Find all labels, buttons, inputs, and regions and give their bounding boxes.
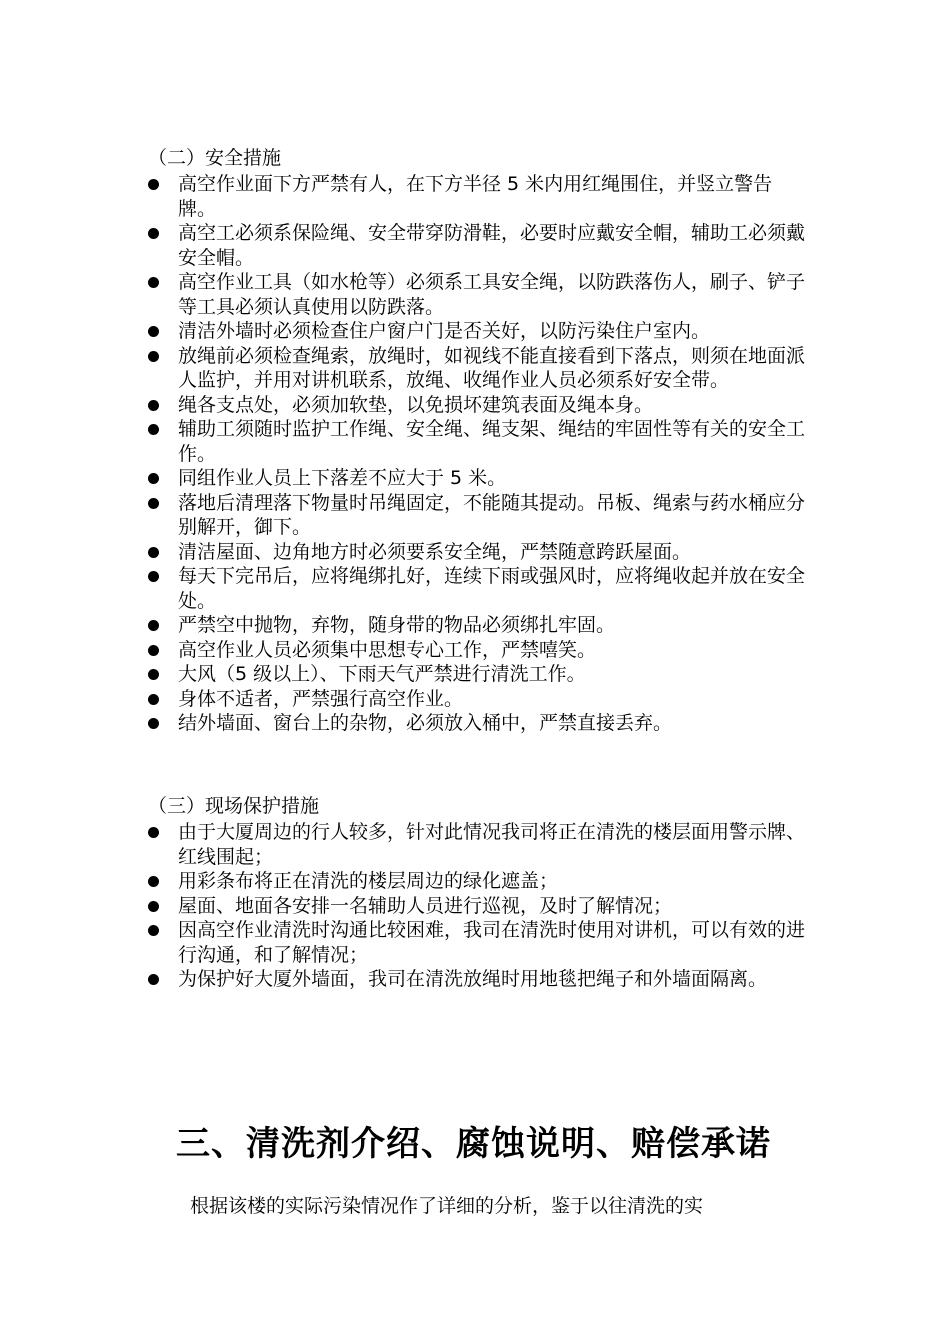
bullet-icon xyxy=(148,718,159,729)
bullet-icon xyxy=(148,228,159,239)
bullet-icon xyxy=(148,645,159,656)
list-item-text: 严禁空中抛物，弃物，随身带的物品必须绑扎牢固。 xyxy=(178,614,616,636)
bullet-icon xyxy=(148,694,159,705)
list-item xyxy=(148,662,810,687)
list-item-text: 辅助工须随时监护工作绳、安全绳、绳支架、绳结的牢固性等有关的安全工作。 xyxy=(178,418,806,465)
list-item xyxy=(148,638,810,663)
bullet-icon xyxy=(148,974,159,985)
site-protection-list xyxy=(148,820,810,992)
list-item xyxy=(148,687,810,712)
list-item-text: 同组作业人员上下落差不应大于 5 米。 xyxy=(178,467,507,489)
bullet-icon xyxy=(148,400,159,411)
list-item xyxy=(148,820,810,869)
section-title-site-protection: （三）现场保护措施 xyxy=(148,795,320,817)
list-item xyxy=(148,491,810,540)
list-item xyxy=(148,869,810,894)
bullet-icon xyxy=(148,827,159,838)
bullet-icon xyxy=(148,473,159,484)
bullet-icon xyxy=(148,179,159,190)
list-item-text: 因高空作业清洗时沟通比较困难，我司在清洗时使用对讲机，可以有效的进行沟通，和了解情况； xyxy=(178,919,806,966)
list-item-text: 清洁屋面、边角地方时必须要系安全绳，严禁随意跨跃屋面。 xyxy=(178,540,692,563)
bullet-icon xyxy=(148,277,159,288)
section-title-safety-measures: （二）安全措施 xyxy=(148,147,282,169)
list-item xyxy=(148,894,810,919)
list-item xyxy=(148,417,810,466)
list-item xyxy=(148,540,810,565)
list-item-text: 绳各支点处，必须加软垫，以免损坏建筑表面及绳本身。 xyxy=(178,393,654,416)
bullet-icon xyxy=(148,326,159,337)
bullet-icon xyxy=(148,901,159,912)
list-item-text: 高空工必须系保险绳、安全带穿防滑鞋，必要时应戴安全帽，辅助工必须戴安全帽。 xyxy=(178,222,806,269)
list-item-text: 大风（5 级以上）、下雨天气严禁进行清洗工作。 xyxy=(178,663,586,685)
bullet-icon xyxy=(148,571,159,582)
list-item xyxy=(148,711,810,736)
list-item xyxy=(148,344,810,393)
list-item xyxy=(148,221,810,270)
list-item xyxy=(148,967,810,992)
safety-measures-list xyxy=(148,172,810,736)
bullet-icon xyxy=(148,498,159,509)
list-item xyxy=(148,466,810,491)
chapter-intro-paragraph: 根据该楼的实际污染情况作了详细的分析，鉴于以往清洗的实 xyxy=(190,1195,704,1217)
list-item-text: 每天下完吊后，应将绳绑扎好，连续下雨或强风时，应将绳收起并放在安全处。 xyxy=(178,565,806,612)
list-item xyxy=(148,270,810,319)
bullet-icon xyxy=(148,351,159,362)
list-item-text: 高空作业人员必须集中思想专心工作，严禁嘻笑。 xyxy=(178,638,597,661)
list-item-text: 清洁外墙时必须检查住户窗户门是否关好，以防污染住户室内。 xyxy=(178,320,711,342)
list-item xyxy=(148,564,810,613)
list-item xyxy=(148,172,810,221)
list-item-text: 高空作业面下方严禁有人，在下方半径 5 米内用红绳围住，并竖立警告牌。 xyxy=(178,173,773,220)
list-item-text: 屋面、地面各安排一名辅助人员进行巡视，及时了解情况； xyxy=(178,894,673,917)
list-item-text: 落地后清理落下物量时吊绳固定，不能随其提动。吊板、绳索与药水桶应分别解开，御下。 xyxy=(178,491,806,538)
chapter-heading: 三、清洗剂介绍、腐蚀说明、赔偿承诺 xyxy=(176,1124,771,1164)
list-item-text: 由于大厦周边的行人较多，针对此情况我司将正在清洗的楼层面用警示牌、红线围起； xyxy=(178,821,806,868)
list-item-text: 身体不适者，严禁强行高空作业。 xyxy=(178,687,464,710)
list-item-text: 用彩条布将正在清洗的楼层周边的绿化遮盖； xyxy=(178,870,559,892)
list-item-text: 高空作业工具（如水枪等）必须系工具安全绳，以防跌落伤人，刷子、铲子等工具必须认真使用以防跌落。 xyxy=(178,271,806,318)
list-item xyxy=(148,393,810,418)
bullet-icon xyxy=(148,669,159,680)
list-item xyxy=(148,613,810,638)
list-item xyxy=(148,319,810,344)
bullet-icon xyxy=(148,424,159,435)
list-item-text: 放绳前必须检查绳索，放绳时，如视线不能直接看到下落点，则须在地面派人监护，并用对讲机联系，放绳、收绳作业人员必须系好安全带。 xyxy=(178,344,806,391)
list-item xyxy=(148,918,810,967)
list-item-text: 结外墙面、窗台上的杂物，必须放入桶中，严禁直接丢弃。 xyxy=(178,712,673,734)
bullet-icon xyxy=(148,620,159,631)
bullet-icon xyxy=(148,925,159,936)
bullet-icon xyxy=(148,547,159,558)
list-item-text: 为保护好大厦外墙面，我司在清洗放绳时用地毯把绳子和外墙面隔离。 xyxy=(178,968,768,990)
bullet-icon xyxy=(148,876,159,887)
